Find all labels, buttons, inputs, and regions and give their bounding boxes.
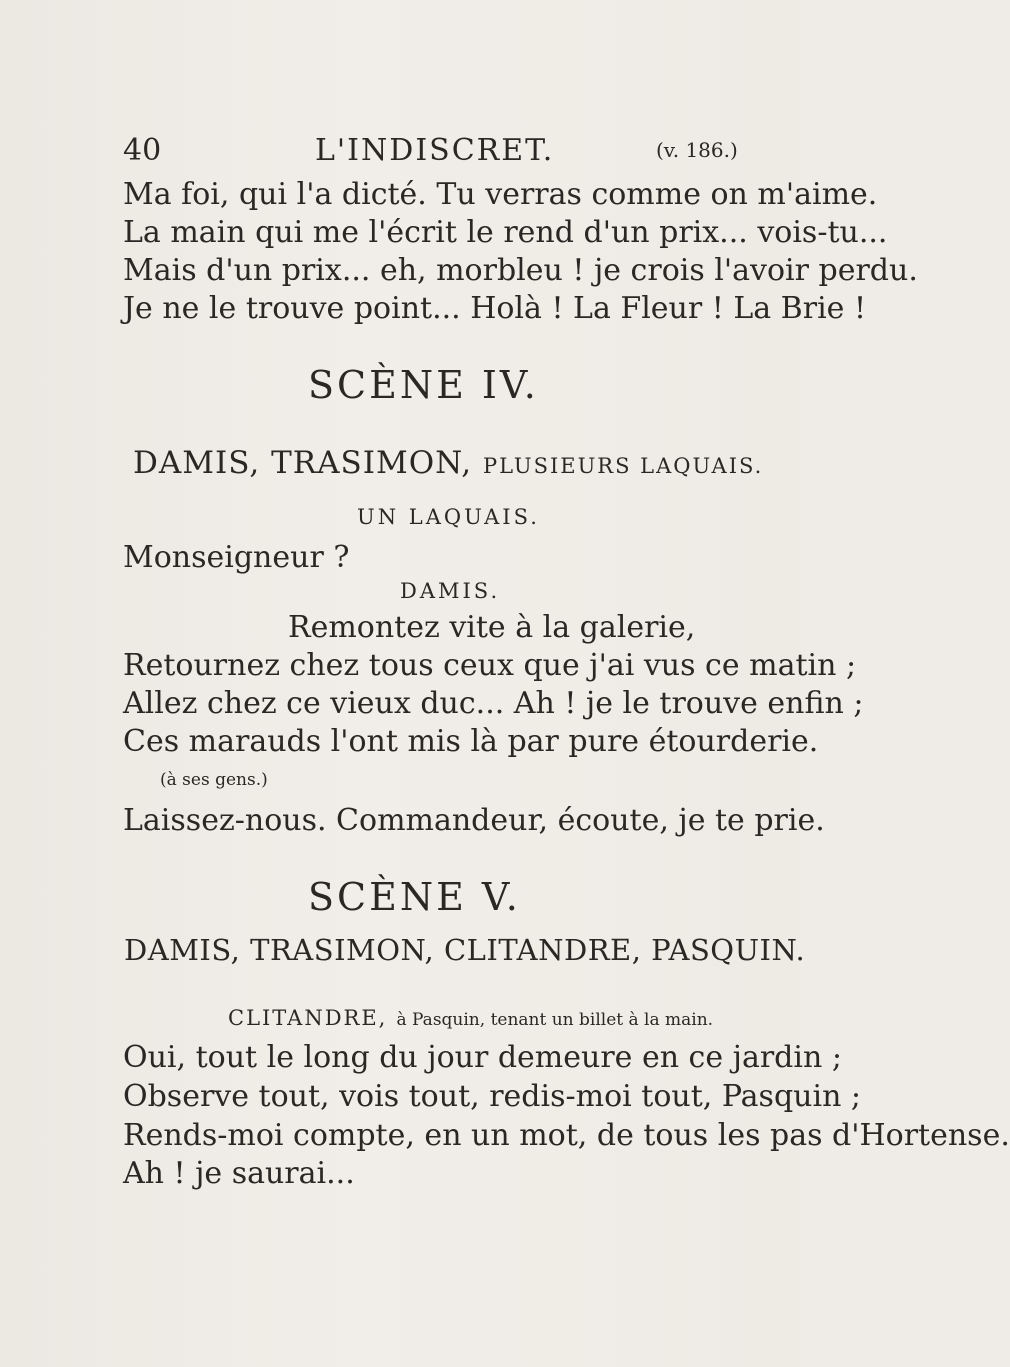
verse-line: Laissez-nous. Commandeur, écoute, je te prie. xyxy=(123,803,825,838)
verse-line: Observe tout, vois tout, redis-moi tout, Pasquin ; xyxy=(123,1079,862,1114)
cast-names: DAMIS, TRASIMON, xyxy=(133,445,473,481)
verse-line: Remontez vite à la galerie, xyxy=(288,610,696,645)
stage-direction: (à ses gens.) xyxy=(160,770,268,790)
running-title: L'INDISCRET. xyxy=(315,133,555,168)
verse-line: Ma foi, qui l'a dicté. Tu verras comme on m'aime. xyxy=(123,177,878,212)
scene-cast xyxy=(133,445,764,481)
verse-line: Rends-moi compte, en un mot, de tous les pas d'Hortense. xyxy=(123,1118,1010,1153)
verse-line: Allez chez ce vieux duc... Ah ! je le trouve enfin ; xyxy=(123,686,864,721)
scene-heading: SCÈNE IV. xyxy=(308,363,539,407)
cast-extras: PLUSIEURS LAQUAIS. xyxy=(482,454,764,478)
verse-line: Ah ! je saurai... xyxy=(123,1156,355,1191)
verse-line: Oui, tout le long du jour demeure en ce jardin ; xyxy=(123,1040,842,1075)
page-number: 40 xyxy=(123,133,162,168)
verse-reference: (v. 186.) xyxy=(656,138,738,162)
speaker-name: DAMIS. xyxy=(400,579,501,603)
speaker-line xyxy=(228,1008,713,1029)
verse-line: Retournez chez tous ceux que j'ai vus ce matin ; xyxy=(123,648,857,683)
verse-line: Ces marauds l'ont mis là par pure étourderie. xyxy=(123,724,819,759)
verse-line: Je ne le trouve point... Holà ! La Fleur ! La Brie ! xyxy=(123,291,867,326)
verse-line: Mais d'un prix... eh, morbleu ! je crois l'avoir perdu. xyxy=(123,253,918,288)
scene-heading: SCÈNE V. xyxy=(308,875,521,919)
speaker-name: UN LAQUAIS. xyxy=(357,505,540,529)
verse-line: Monseigneur ? xyxy=(123,540,350,575)
scene-cast: DAMIS, TRASIMON, CLITANDRE, PASQUIN. xyxy=(124,933,806,967)
stage-direction: à Pasquin, tenant un billet à la main. xyxy=(396,1010,714,1030)
speaker-name: CLITANDRE, xyxy=(228,1006,388,1030)
verse-line: La main qui me l'écrit le rend d'un prix... vois-tu... xyxy=(123,215,888,250)
